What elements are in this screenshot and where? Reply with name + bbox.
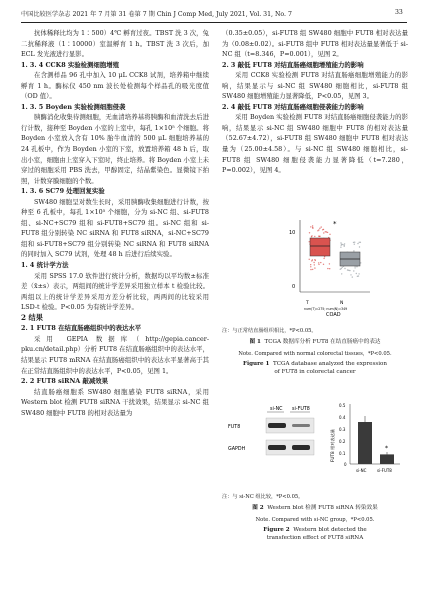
right-column_top-paragraph-4: 采用 Boyden 实验检测 FUT8 对结直肠癌细胞侵袭能力的影响，结果显示 si-NC 组 SW480 细胞中 FUT8 的相对表达量（52.67±4.72），si-FUT8 组 SW480 细胞中 FUT8 相对表达量为（25.00±4.58）。与 si-NC 组 SW480 细胞相比，si-FUT8 组 SW480 细胞侵袭能力显著降低（t=7.280，P=0.002），见图 4。 xyxy=(222,113,408,175)
normal-sample-point xyxy=(344,268,345,269)
normal-sample-point xyxy=(357,243,358,244)
tumor-sample-point xyxy=(314,259,315,260)
tumor-sample-point xyxy=(314,267,315,268)
left-column xyxy=(21,28,209,418)
figure-1 xyxy=(284,212,376,322)
y-tick-top: 10 xyxy=(289,230,296,236)
left-column-heading-10: 2. 1 FUT8 在结直肠癌组织中的表达水平 xyxy=(21,324,142,333)
normal-sample-point xyxy=(342,267,343,268)
tumor-sample-point xyxy=(310,264,311,265)
figure-2-title-cn: Western blot 检测 FUT8 siRNA 转染效果 xyxy=(267,505,378,511)
figure-1-boxplot xyxy=(284,212,376,322)
band-gapdh-si-nc xyxy=(268,445,286,450)
tumor-sample-point xyxy=(327,232,328,233)
tumor-sample-point xyxy=(329,234,330,235)
sample-legend: num(T)=275; num(N)=349 xyxy=(304,307,348,311)
figure-1-note: 注：与正常结直肠组织相比，*P<0.05。 xyxy=(222,328,317,334)
bar-significance-star: * xyxy=(385,445,388,452)
tumor-sample-point xyxy=(310,269,311,270)
tumor-sample-point xyxy=(313,262,314,263)
row-label-fut8: FUT8 xyxy=(228,425,241,430)
left-column-heading-5: 1. 3. 6 SC79 处理回复实验 xyxy=(21,187,105,196)
bar-si-fut8 xyxy=(380,454,394,464)
normal-sample-point xyxy=(357,276,358,277)
normal-sample-point xyxy=(358,273,359,274)
left-column-paragraph-0: 抗体稀释比均为 1∶500）4℃ 孵育过夜。TBST 洗 3 次，兔二抗稀释液（1∶10000）室温孵育 1 h。TBST 洗 3 次后，加 ECL 发光液进行显影。 xyxy=(21,29,209,59)
tumor-sample-point xyxy=(319,236,320,237)
header-rule xyxy=(21,22,407,23)
tumor-sample-point xyxy=(327,268,328,269)
band-gapdh-si-fut8 xyxy=(292,445,310,450)
tumor-sample-point xyxy=(322,229,323,230)
band-fut8-si-nc xyxy=(268,423,286,428)
tumor-sample-point xyxy=(309,232,310,233)
left-column-paragraph-8: 采用 SPSS 17.0 软件进行统计分析，数据均以平均数±标准差（x̄±s）表示，两组间的统计学差异采用独立样本 t 检验比较。两组以上的统计学差异采用方差分析比较，两两间的比较采用 LSD-t 检验。P<0.05 为有统计学差异。 xyxy=(21,271,209,312)
left-column-paragraph-4: 胰酶消化收集待测细胞，无血清培养基将胰酶和血清洗去后进行计数，接种至 Boyden 小室的上室中，每孔 1×10⁵ 个细胞。将 Boyden 小室放入含有 10% 胎牛血清的 500 μL 细胞培养基的 24 孔板中，作为 Boyden 小室的下室，放置培养箱 48 h 后，取出小室，细胞由上室穿入下室时，终止培养。将 Boyden 小室上未穿过的细胞采用 PBS 洗去，甲醇固定，结晶紫染色。显微镜下拍照，计数穿膜细胞的个数。 xyxy=(21,113,209,185)
normal-sample-point xyxy=(352,276,353,277)
normal-sample-point xyxy=(354,267,355,268)
figure-2 xyxy=(222,398,408,488)
tumor-box xyxy=(310,238,330,256)
normal-sample-point xyxy=(341,273,342,274)
bar-y-label: FUT8 相对表达量 xyxy=(330,429,335,462)
bar-si-nc xyxy=(358,422,372,464)
tumor-sample-point xyxy=(309,259,310,260)
normal-sample-point xyxy=(353,250,354,251)
left-column-paragraph-6: SW480 细胞呈对数生长时，采用胰酶收集细胞进行计数，按种至 6 孔板中，每孔 1×10⁵ 个细胞，分为 si-NC 组、si-FUT8 组、si-NC+SC79 组和 si-FUT8+SC79 组。si-NC 组和 si-FUT8 组分别转染 NC siRNA 和 FUT8 siRNA，si-NC+SC79 组和 si-FUT8+SC79 组分别转染 NC siRNA 和 FUT8 siRNA 的同时加入 SC79 试剂，处理 48 h 后进行后续实验。 xyxy=(21,197,209,259)
tumor-sample-point xyxy=(312,269,313,270)
figure-2-caption-cn xyxy=(222,504,408,512)
normal-sample-point xyxy=(340,247,341,248)
figure-2-title-en: Western blot detected the transfection effect of FUT8 siRNA xyxy=(266,527,367,542)
bar-y-tick-1: 0.4 xyxy=(339,415,346,420)
tumor-sample-point xyxy=(321,226,322,227)
lane-si-fut8: si-FUT8 xyxy=(292,407,310,412)
figure-1-title-en: TCGA database analyzed the expression of FUT8 in colorectal cancer xyxy=(273,361,387,376)
journal-header: 中国比较医学杂志 2021 年 7 月第 31 卷第 7 期 Chin J Comp Med, July 2021, Vol. 31, No. 7 xyxy=(21,11,292,18)
normal-sample-point xyxy=(340,242,341,243)
normal-sample-point xyxy=(342,244,343,245)
bar-x-tick-si-fut8: si-FUT8 xyxy=(377,468,392,473)
tumor-sample-point xyxy=(310,226,311,227)
figure-1-caption-en xyxy=(240,360,390,377)
left-column-heading-9: 2 结果 xyxy=(21,312,43,322)
tumor-sample-point xyxy=(314,236,315,237)
figure-1-note-en: Note. Compared with normal colorectal tissues，*P<0.05. xyxy=(238,351,392,357)
left-column-heading-12: 2. 2 FUT8 siRNA 敲减效果 xyxy=(21,377,109,386)
bar-y-tick-4: 0.1 xyxy=(339,451,346,456)
tumor-sample-point xyxy=(319,228,320,229)
left-column-paragraph-2: 在含测样品 96 孔中加入 10 μL CCK8 试剂，培养箱中继续孵育 1 h。酶标仪 450 nm 波长处检测每个样品孔的吸光度值（OD 值）。 xyxy=(21,71,209,101)
figure-2-note: 注：与 si-NC 组比较，*P<0.05。 xyxy=(222,494,304,500)
tumor-sample-point xyxy=(323,264,324,265)
tumor-sample-point xyxy=(318,264,319,265)
tumor-sample-point xyxy=(329,263,330,264)
left-column-heading-3: 1. 3. 5 Boyden 实验检测细胞侵袭 xyxy=(21,102,126,111)
tumor-sample-point xyxy=(310,266,311,267)
bar-x-tick-si-nc: si-NC xyxy=(356,468,367,473)
page-number: 33 xyxy=(395,9,403,16)
tumor-sample-point xyxy=(314,264,315,265)
normal-sample-point xyxy=(344,246,345,247)
figure-1-label-en: Figure 1 xyxy=(243,361,270,367)
tumor-sample-point xyxy=(311,235,312,236)
figure-2-caption-en xyxy=(250,526,380,543)
bar-y-tick-2: 0.3 xyxy=(339,427,346,432)
normal-sample-point xyxy=(360,242,361,243)
normal-sample-point xyxy=(350,274,351,275)
bar-y-tick-0: 0.5 xyxy=(339,403,346,408)
tumor-sample-point xyxy=(311,260,312,261)
figure-2-label-en: Figure 2 xyxy=(263,527,290,533)
right-column_top-paragraph-2: 采用 CCK8 实验检测 FUT8 对结直肠癌细胞增殖能力的影响，结果显示与 si-NC 组 SW480 细胞相比，si-FUT8 组 SW480 细胞增殖能力显著降低，P<0.05，见图 3。 xyxy=(222,71,408,101)
normal-sample-point xyxy=(359,246,360,247)
normal-sample-point xyxy=(353,270,354,271)
normal-sample-point xyxy=(344,243,345,244)
tumor-sample-point xyxy=(323,258,324,259)
x-tick-normal: N xyxy=(340,301,344,306)
normal-sample-point xyxy=(359,242,360,243)
x-axis-label: COAD xyxy=(326,312,341,318)
normal-sample-point xyxy=(353,242,354,243)
tumor-sample-point xyxy=(317,230,318,231)
tumor-sample-point xyxy=(309,241,310,242)
row-label-gapdh: GAPDH xyxy=(228,447,246,452)
normal-sample-point xyxy=(349,270,350,271)
tumor-sample-point xyxy=(320,262,321,263)
x-tick-tumor: T xyxy=(306,301,309,306)
bar-chart xyxy=(329,403,400,473)
figure-1-caption-cn xyxy=(222,338,408,346)
figure-1-label-cn: 图 1 xyxy=(249,339,261,345)
normal-sample-point xyxy=(354,242,355,243)
tumor-sample-point xyxy=(312,225,313,226)
figure-1-title-cn: TCGA 数据库分析 FUT8 在结直肠癌中的表达 xyxy=(264,339,381,345)
band-fut8-si-fut8 xyxy=(292,424,310,427)
figure-2-note-en: Note. Compared with si-NC group，*P<0.05. xyxy=(255,517,375,523)
significance-star: * xyxy=(333,220,337,228)
left-column-heading-7: 1. 4 统计学方法 xyxy=(21,261,69,270)
tumor-sample-point xyxy=(318,262,319,263)
right-column xyxy=(222,28,408,176)
normal-sample-point xyxy=(340,269,341,270)
tumor-sample-point xyxy=(312,227,313,228)
bar-y-tick-5: 0 xyxy=(344,462,347,467)
left-column-paragraph-13: 结直肠癌细胞系 SW480 细胞感染 FUT8 siRNA，采用 Western blot 检测 FUT8 siRNA 干扰效果，结果显示 si-NC 组 SW480 细胞中 FUT8 的相对表达量为 xyxy=(21,387,209,417)
bar-y-tick-3: 0.2 xyxy=(339,439,346,444)
normal-sample-point xyxy=(356,273,357,274)
right-column_top-paragraph-0: （0.35±0.05），si-FUT8 组 SW480 细胞中 FUT8 相对表达量为（0.08±0.02）。si-FUT8 组中 FUT8 相对表达量显著低于 si-NC 组（t=8.346，P=0.001），见图 2。 xyxy=(222,29,408,59)
normal-sample-point xyxy=(348,270,349,271)
left-column-heading-1: 1. 3. 4 CCK8 实验检测细胞增殖 xyxy=(21,60,119,69)
figure-2-label-cn: 图 2 xyxy=(252,505,264,511)
figure-2-panels xyxy=(222,398,408,488)
right-column_top-heading-1: 2. 3 敲低 FUT8 对结直肠癌细胞增殖能力的影响 xyxy=(222,60,364,69)
y-tick-bottom: 0 xyxy=(292,284,296,290)
lane-si-nc: si-NC xyxy=(270,407,283,412)
left-column-paragraph-11: 采用 GEPIA 数据库（http://gepia.cancer-pku.cn/detail.php）分析 FUT8 在结直肠癌组织中的表达水平，结果显示 FUT8 mRNA 在结直肠癌组织中的表达水平显著高于其在正常结直肠组织中的表达水平，P<0.05，见图 1。 xyxy=(21,334,209,375)
right-column_top-heading-3: 2. 4 敲低 FUT8 对结直肠癌细胞侵袭能力的影响 xyxy=(222,102,364,111)
tumor-sample-point xyxy=(329,268,330,269)
tumor-sample-point xyxy=(323,232,324,233)
tumor-sample-point xyxy=(326,231,327,232)
normal-sample-point xyxy=(354,244,355,245)
western-blot xyxy=(228,406,314,455)
